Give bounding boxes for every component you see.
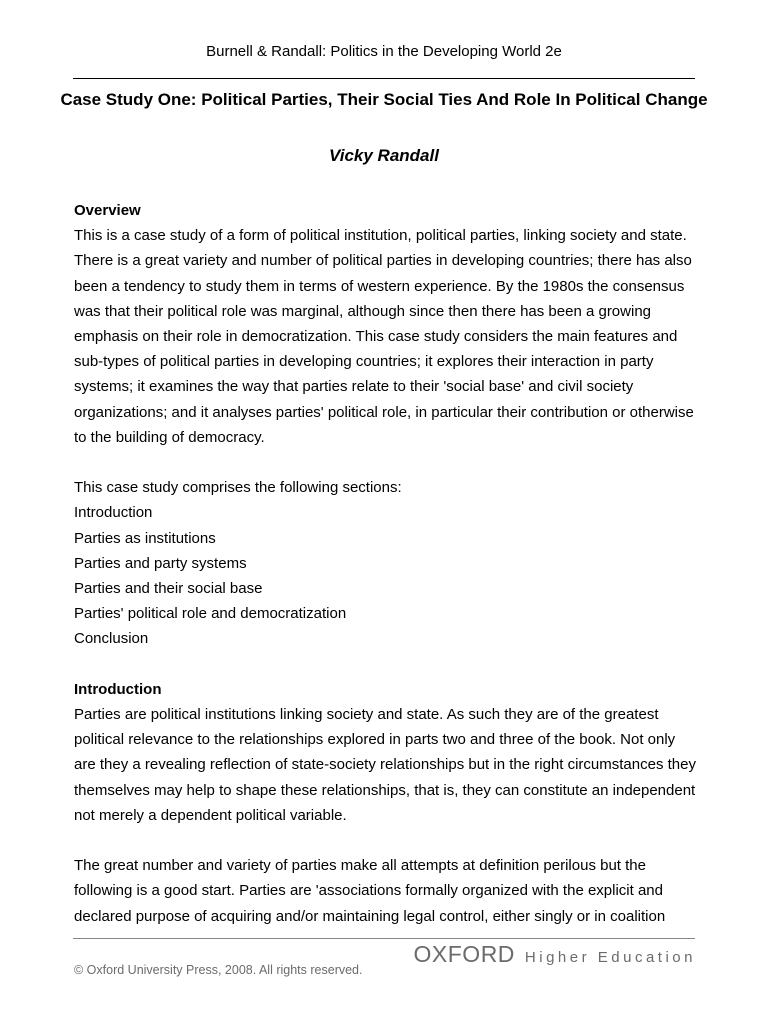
introduction-paragraph-2: The great number and variety of parties make all attempts at definition perilous but the following is a good start. Parties are 'associations formally organized with the explicit and declared purpose of acquiring and/or maintaining legal control, either singly or in coalition xyxy=(74,857,666,925)
sections-intro: This case study comprises the following sections: xyxy=(74,479,402,497)
header-divider xyxy=(73,78,695,79)
section-list-item: Parties as institutions xyxy=(74,529,216,547)
section-list-item: Parties' political role and democratization xyxy=(74,605,347,623)
section-list-item: Conclusion xyxy=(74,630,149,648)
document-title: Case Study One: Political Parties, Their Social Ties And Role In Political Change xyxy=(60,90,708,109)
section-list-item: Introduction xyxy=(74,504,153,522)
document-author: Vicky Randall xyxy=(329,146,439,165)
section-list xyxy=(74,500,698,651)
section-list-item: Parties and their social base xyxy=(74,580,263,598)
paragraph-spacer xyxy=(74,450,698,475)
overview-paragraph: This is a case study of a form of political institution, political parties, linking society and state. There is a great variety and number of political parties in developing countries; there has also been a tendency to study them in terms of western experience. By the 1980s the consensus was that their political role was marginal, although since then there has been a growing emphasis on their role in democratization. This case study considers the main features and sub-types of political parties in developing countries; it explores their interaction in party systems; it examines the way that parties relate to their 'social base' and civil society organizations; and it analyses parties' political role, in particular their contribution or otherwise to the building of democracy. xyxy=(74,227,694,446)
publisher-logo xyxy=(414,941,696,968)
introduction-paragraph-1: Parties are political institutions linking society and state. As such they are of the greatest political relevance to the relationships explored in parts two and three of the book. Not only are they a revealing reflection of state-society relationships but in the right circumstances they themselves may help to shape these relationships, that is, they can constitute an independent not merely a dependent political variable. xyxy=(74,706,696,824)
document-body xyxy=(74,198,698,929)
copyright-notice: © Oxford University Press, 2008. All rights reserved. xyxy=(74,963,363,977)
introduction-heading: Introduction xyxy=(74,680,162,698)
section-list-item: Parties and party systems xyxy=(74,554,247,572)
footer-divider xyxy=(73,938,695,939)
brand-primary: OXFORD xyxy=(413,941,515,967)
paragraph-spacer xyxy=(74,652,698,677)
overview-heading: Overview xyxy=(74,202,141,219)
paragraph-spacer xyxy=(74,828,698,853)
running-header: Burnell & Randall: Politics in the Developing World 2e xyxy=(206,43,562,60)
brand-secondary: Higher Education xyxy=(524,949,696,966)
